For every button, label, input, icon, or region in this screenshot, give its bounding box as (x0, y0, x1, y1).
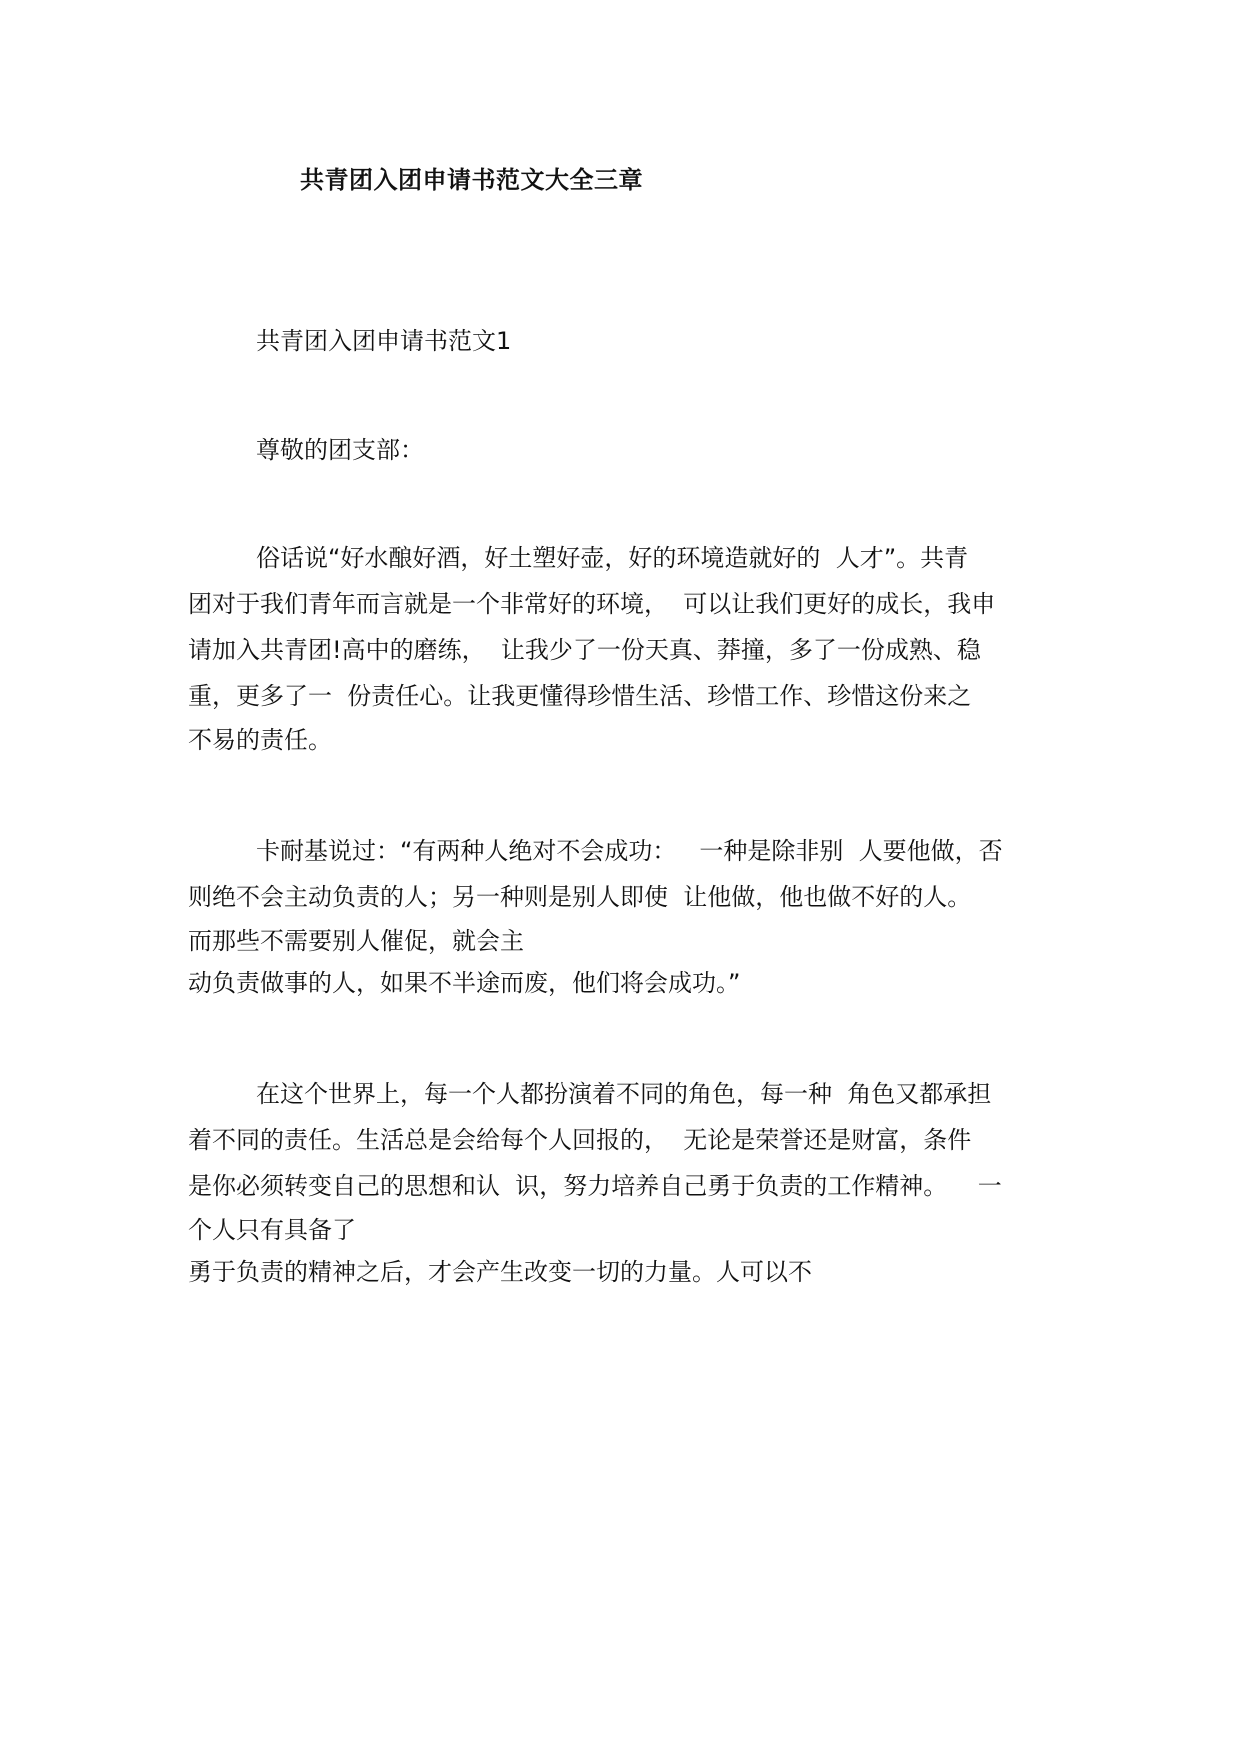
section-heading: 共青团入团申请书范文1 (256, 327, 512, 355)
paragraph-line: 个人只有具备了 (188, 1216, 356, 1244)
salutation: 尊敬的团支部： (256, 436, 424, 464)
document-title: 共青团入团申请书范文大全三章 (300, 166, 643, 194)
paragraph-line: 而那些不需要别人催促，就会主 (188, 927, 524, 955)
paragraph-line: 是你必须转变自己的思想和认 识，努力培养自己勇于负责的工作精神。 一 (188, 1172, 1002, 1200)
paragraph-line: 团对于我们青年而言就是一个非常好的环境， 可以让我们更好的成长，我申 (188, 590, 996, 618)
paragraph-line: 则绝不会主动负责的人；另一种则是别人即使 让他做，他也做不好的人。 (188, 883, 972, 911)
paragraph-line: 重，更多了一 份责任心。让我更懂得珍惜生活、珍惜工作、珍惜这份来之 (188, 682, 972, 710)
paragraph-line: 着不同的责任。生活总是会给每个人回报的， 无论是荣誉还是财富，条件 (188, 1126, 972, 1154)
paragraph-line: 动负责做事的人，如果不半途而废，他们将会成功。” (188, 969, 741, 997)
paragraph-line: 在这个世界上，每一个人都扮演着不同的角色，每一种 角色又都承担 (256, 1080, 992, 1108)
paragraph-line: 卡耐基说过：“有两种人绝对不会成功： 一种是除非别 人要他做，否 (256, 837, 1003, 865)
paragraph-line: 不易的责任。 (188, 726, 332, 754)
paragraph-line: 俗话说“好水酿好酒，好土塑好壶，好的环境造就好的 人才”。共青 (256, 544, 969, 572)
paragraph-line: 请加入共青团!高中的磨练， 让我少了一份天真、莽撞，多了一份成熟、稳 (188, 636, 981, 664)
paragraph-line: 勇于负责的精神之后，才会产生改变一切的力量。人可以不 (188, 1258, 812, 1286)
